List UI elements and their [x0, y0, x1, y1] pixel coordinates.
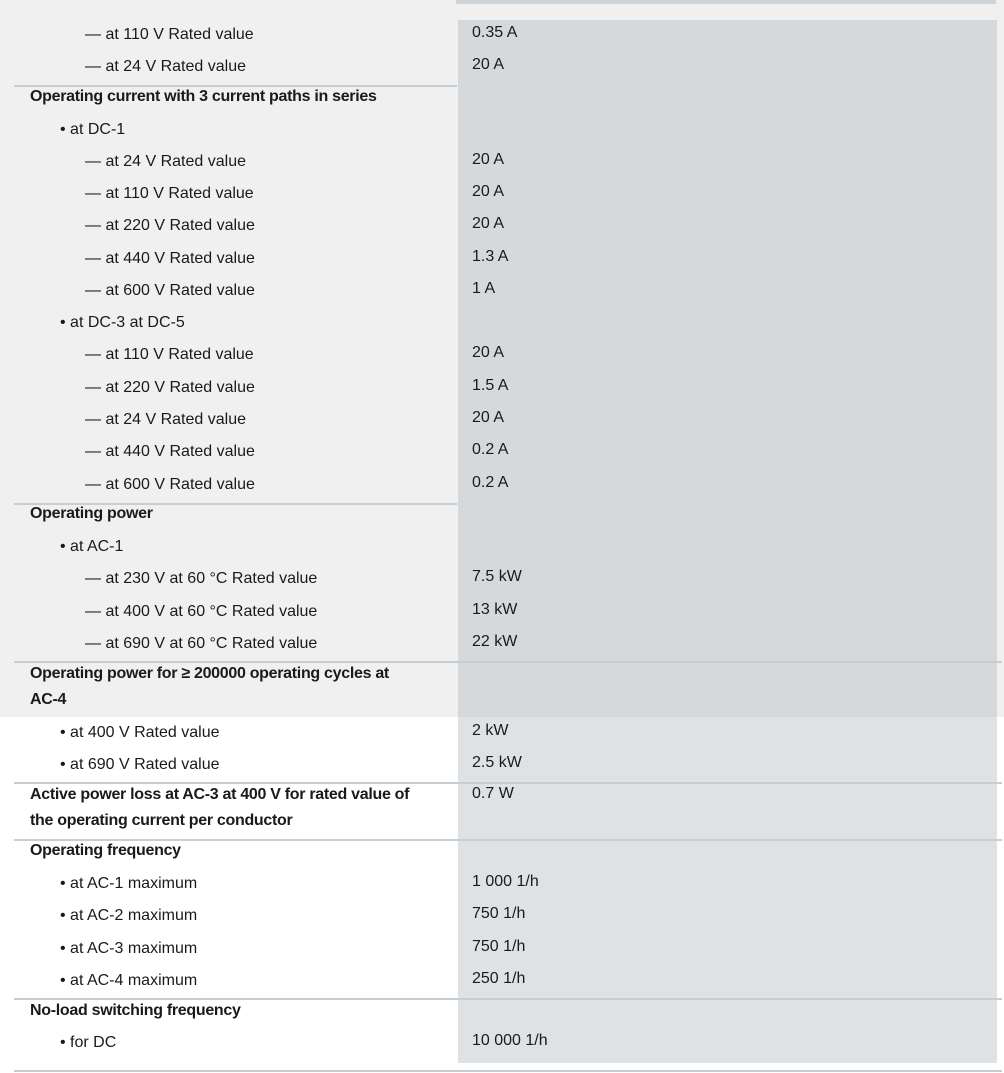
table-row [0, 24, 1004, 56]
row-value: 0.2 A [472, 474, 509, 491]
table-row [0, 504, 1004, 536]
table-row [0, 841, 1004, 873]
row-heading: Operating power [30, 505, 153, 522]
row-heading-cont: AC-4 [30, 691, 67, 708]
row-sublabel: — at 600 V Rated value [85, 281, 255, 301]
row-sublabel: — at 110 V Rated value [85, 184, 254, 204]
row-sublabel: — at 690 V at 60 °C Rated value [85, 634, 317, 654]
row-sublabel: — at 24 V Rated value [85, 152, 246, 172]
row-value: 750 1/h [472, 905, 526, 922]
row-label: • at AC-1 maximum [60, 874, 197, 894]
row-sublabel: — at 600 V Rated value [85, 475, 255, 495]
table-row [0, 280, 1004, 312]
row-value: 250 1/h [472, 970, 526, 987]
table-row [0, 754, 1004, 786]
row-value: 20 A [472, 56, 505, 73]
table-row [0, 1001, 1004, 1033]
row-heading: Operating current with 3 current paths in series [30, 88, 377, 105]
table-row [0, 248, 1004, 280]
table-row [0, 183, 1004, 215]
row-sublabel: — at 220 V Rated value [85, 378, 255, 398]
table-row [0, 568, 1004, 600]
row-value: 750 1/h [472, 938, 526, 955]
table-row [0, 441, 1004, 473]
row-value: 1 000 1/h [472, 873, 539, 890]
row-heading: No-load switching frequency [30, 1002, 241, 1019]
row-label: • for DC [60, 1033, 116, 1053]
row-value: 1 A [472, 280, 496, 297]
value-column-cap [456, 0, 996, 4]
row-value: 0.7 W [472, 785, 514, 802]
row-value: 20 A [472, 409, 505, 426]
table-row [0, 536, 1004, 568]
row-value: 20 A [472, 151, 505, 168]
row-sublabel: — at 440 V Rated value [85, 442, 255, 462]
table-row [0, 664, 1004, 708]
row-value: 10 000 1/h [472, 1032, 548, 1049]
row-label: • at AC-2 maximum [60, 906, 197, 926]
row-value: 1.5 A [472, 377, 509, 394]
row-value: 0.2 A [472, 441, 509, 458]
row-label: • at AC-3 maximum [60, 939, 197, 959]
table-row [0, 312, 1004, 344]
table-row [0, 633, 1004, 665]
row-value: 7.5 kW [472, 568, 522, 585]
table-row [0, 377, 1004, 409]
row-value: 20 A [472, 344, 505, 361]
row-sublabel: — at 110 V Rated value [85, 25, 254, 45]
row-sublabel: — at 24 V Rated value [85, 410, 246, 430]
row-value: 1.3 A [472, 248, 509, 265]
row-label: • at AC-1 [60, 537, 123, 557]
row-value: 13 kW [472, 601, 518, 618]
table-row [0, 151, 1004, 183]
row-label: • at DC-1 [60, 120, 125, 140]
row-value: 0.35 A [472, 24, 518, 41]
row-heading: Operating power for ≥ 200000 operating cycles at [30, 665, 389, 682]
row-label: • at DC-3 at DC-5 [60, 313, 185, 333]
row-sublabel: — at 400 V at 60 °C Rated value [85, 602, 317, 622]
row-value: 22 kW [472, 633, 518, 650]
row-sublabel: — at 230 V at 60 °C Rated value [85, 569, 317, 589]
table-row [0, 722, 1004, 754]
row-heading-cont: the operating current per conductor [30, 812, 293, 829]
row-sublabel: — at 110 V Rated value [85, 345, 254, 365]
table-row [0, 873, 1004, 905]
table-row [0, 1032, 1004, 1064]
table-row [0, 215, 1004, 247]
row-sublabel: — at 220 V Rated value [85, 216, 255, 236]
row-sublabel: — at 24 V Rated value [85, 57, 246, 77]
table-row [0, 474, 1004, 506]
row-value: 2.5 kW [472, 754, 522, 771]
row-heading: Operating frequency [30, 842, 181, 859]
row-label: • at 690 V Rated value [60, 755, 219, 775]
row-label: • at 400 V Rated value [60, 723, 219, 743]
table-row [0, 344, 1004, 376]
table-row [0, 938, 1004, 970]
divider [14, 1070, 1002, 1072]
table-row [0, 87, 1004, 119]
table-row [0, 56, 1004, 88]
row-value: 2 kW [472, 722, 509, 739]
table-row [0, 785, 1004, 829]
table-row [0, 601, 1004, 633]
table-row [0, 409, 1004, 441]
row-heading: Active power loss at AC-3 at 400 V for rated value of [30, 786, 410, 803]
table-row [0, 970, 1004, 1002]
row-label: • at AC-4 maximum [60, 971, 197, 991]
row-value: 20 A [472, 183, 505, 200]
table-row [0, 905, 1004, 937]
table-row [0, 119, 1004, 151]
row-sublabel: — at 440 V Rated value [85, 249, 255, 269]
row-value: 20 A [472, 215, 505, 232]
